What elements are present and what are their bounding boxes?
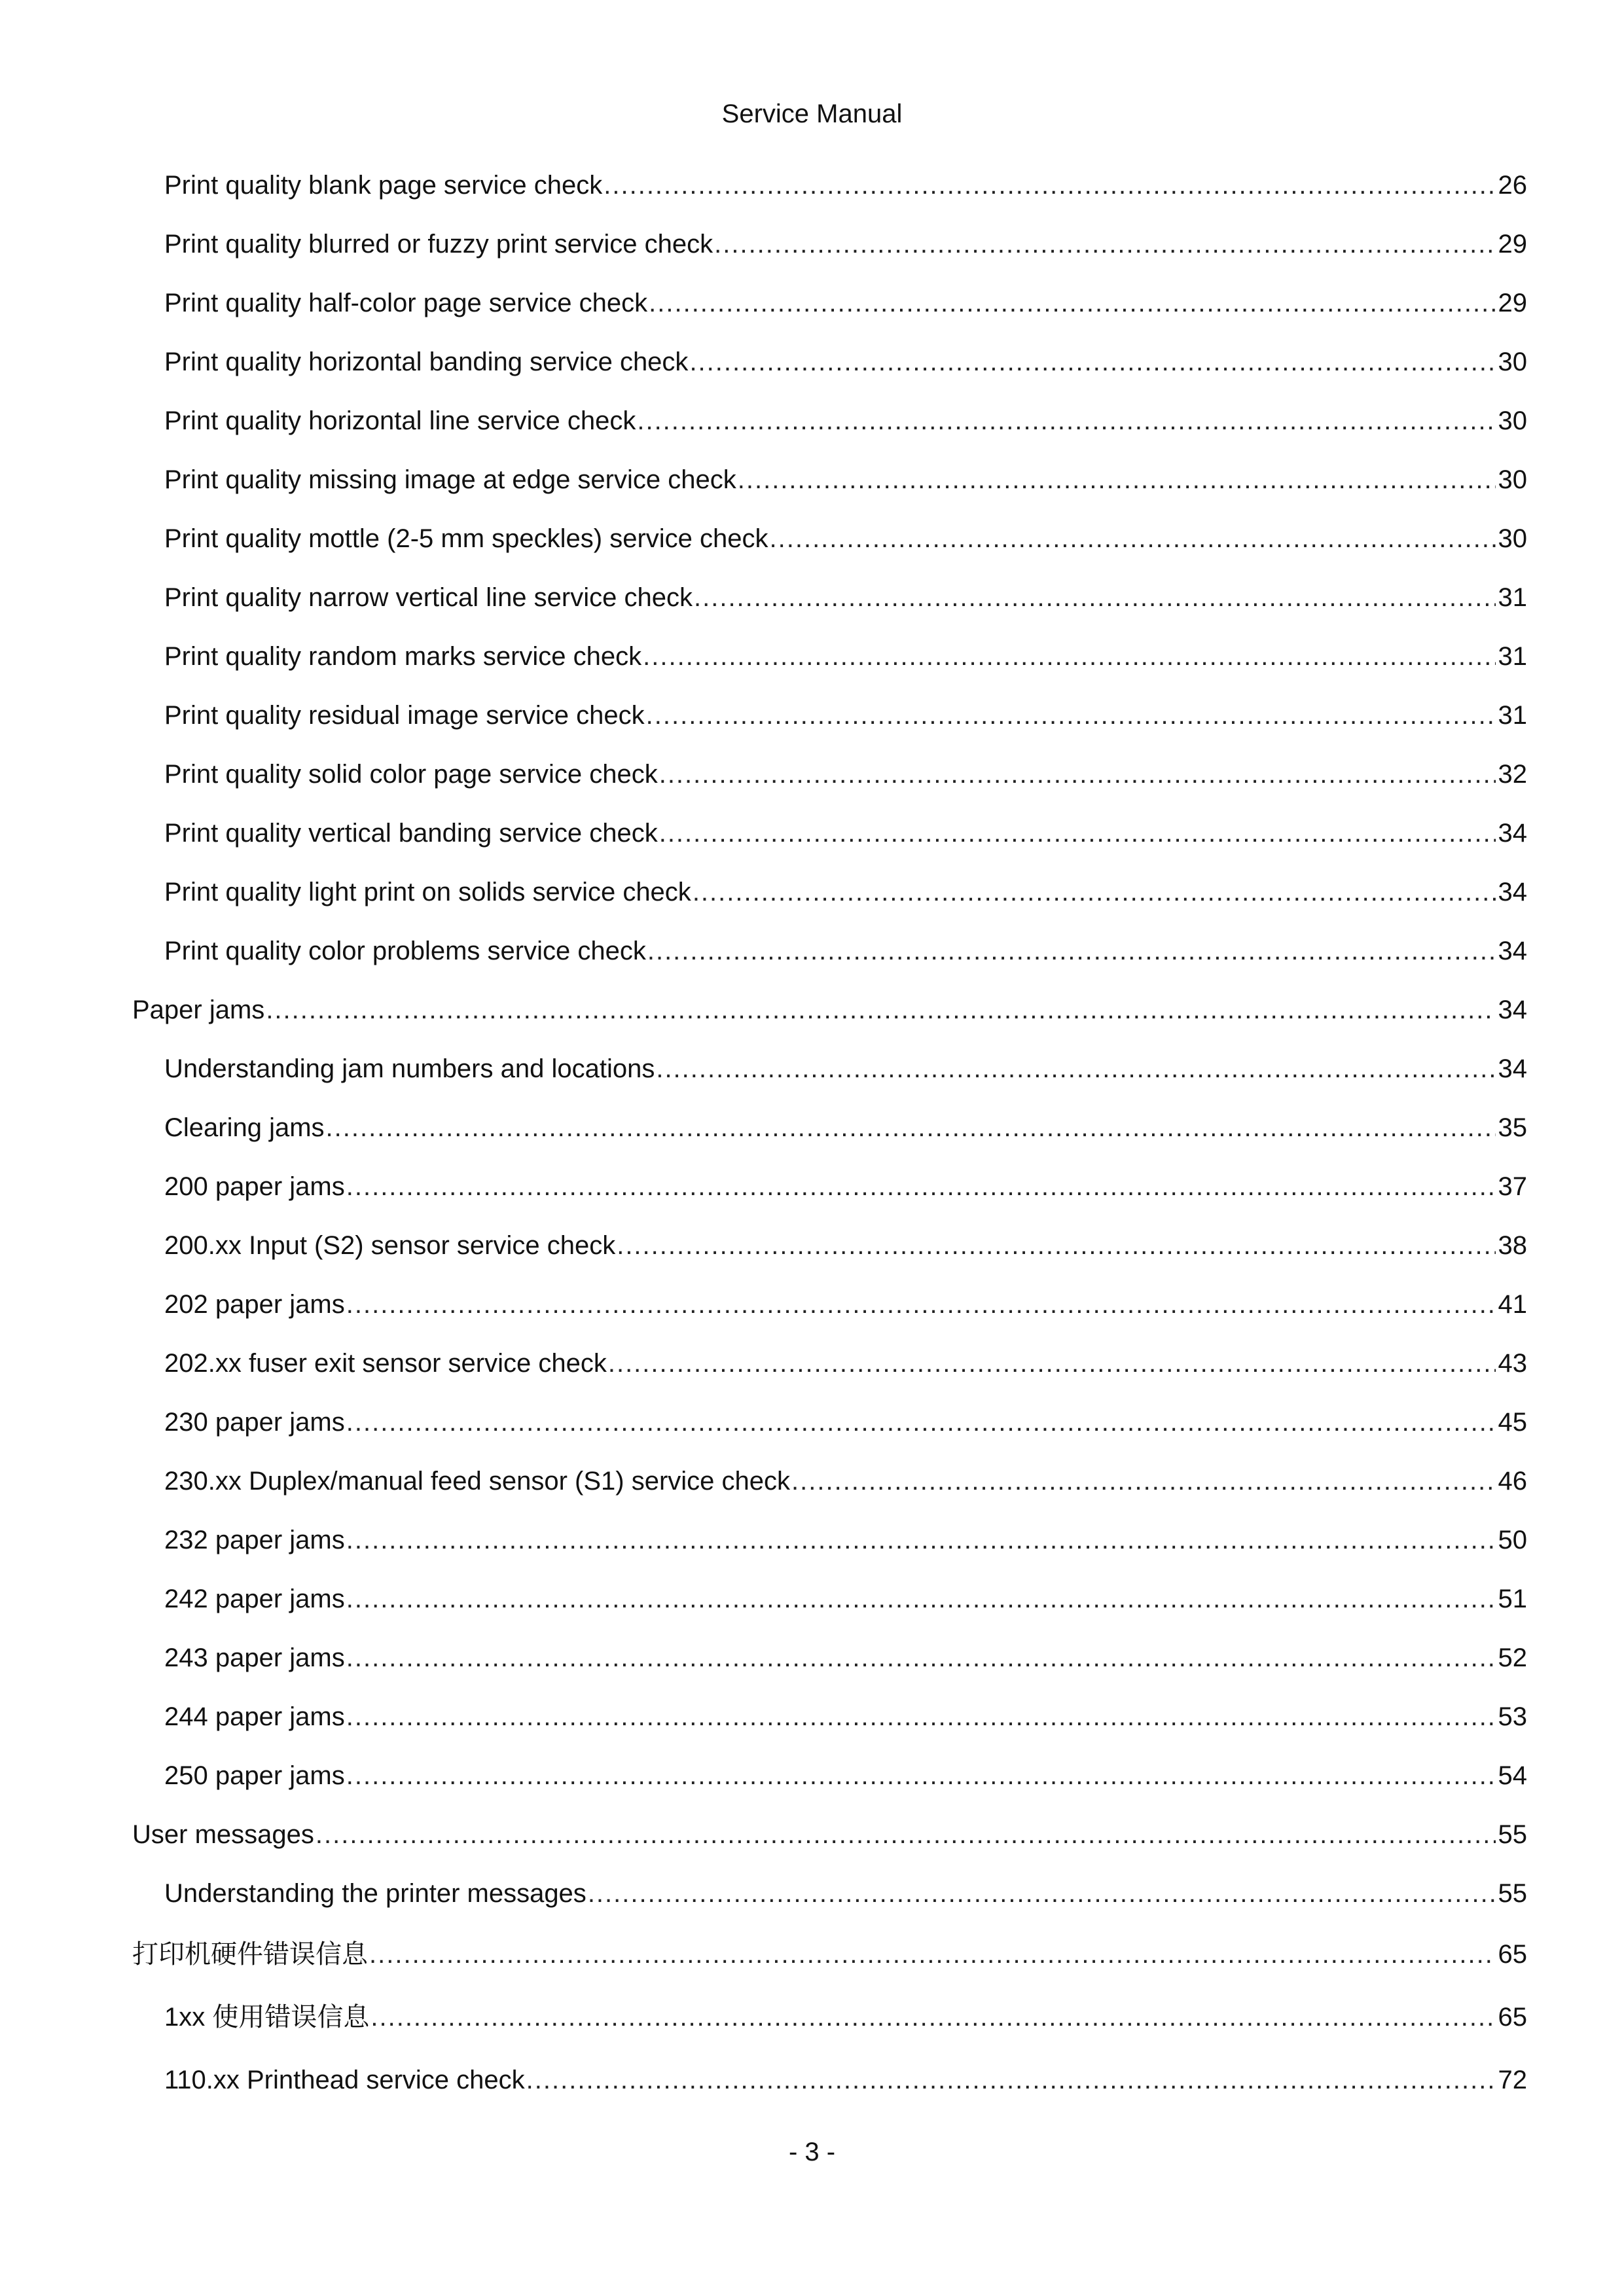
toc-entry-title: 243 paper jams: [164, 1643, 345, 1672]
toc-entry-title: Print quality solid color page service check: [164, 760, 658, 789]
toc-entry-title: 1xx 使用错误信息: [164, 2003, 370, 2032]
toc-entry-title: 200.xx Input (S2) sensor service check: [164, 1231, 616, 1260]
toc-page-number: 45: [1498, 1408, 1527, 1437]
toc-entry-title: Print quality half-color page service check: [164, 289, 648, 317]
toc-page-number: 30: [1498, 465, 1527, 494]
toc-entry[interactable]: [0, 1334, 1624, 1393]
toc-entry[interactable]: [0, 215, 1624, 274]
toc-entry-title: Print quality light print on solids service check: [164, 878, 691, 906]
toc-entry-title: Print quality random marks service check: [164, 642, 642, 671]
toc-entry-title: 232 paper jams: [164, 1526, 345, 1554]
toc-dot-leader: [659, 757, 1496, 791]
toc-page-number: 72: [1498, 2066, 1527, 2094]
toc-entry-title: Print quality blurred or fuzzy print service check: [164, 230, 713, 259]
toc-entry-title: Print quality vertical banding service check: [164, 819, 658, 848]
toc-dot-leader: [649, 286, 1495, 320]
toc-dot-leader: [637, 404, 1495, 438]
toc-page-number: 37: [1498, 1172, 1527, 1201]
toc-page-number: 31: [1498, 583, 1527, 612]
toc-dot-leader: [346, 1170, 1496, 1204]
toc-dot-leader: [659, 816, 1496, 850]
toc-entry[interactable]: [0, 391, 1624, 450]
toc-page-number: 34: [1498, 996, 1527, 1024]
toc-dot-leader: [266, 993, 1495, 1027]
toc-dot-leader: [370, 2000, 1495, 2034]
toc-entry[interactable]: [0, 745, 1624, 804]
toc-page-number: 43: [1498, 1349, 1527, 1378]
page-number-footer: - 3 -: [788, 2138, 836, 2166]
toc-page-number: 34: [1498, 937, 1527, 965]
toc-entry[interactable]: [0, 1157, 1624, 1216]
toc-dot-leader: [588, 1876, 1496, 1910]
toc-entry[interactable]: [0, 1986, 1624, 2049]
toc-entry-title: 200 paper jams: [164, 1172, 345, 1201]
toc-entry[interactable]: [0, 804, 1624, 863]
toc-entry[interactable]: [0, 274, 1624, 332]
toc-entry[interactable]: [0, 1511, 1624, 1570]
toc-dot-leader: [647, 934, 1496, 968]
page-header: Service Manual: [721, 99, 903, 128]
toc-page-number: 34: [1498, 878, 1527, 906]
toc-entry[interactable]: [0, 1864, 1624, 1923]
toc-page-number: 34: [1498, 819, 1527, 848]
toc-dot-leader: [346, 1759, 1496, 1793]
toc-entry[interactable]: [0, 922, 1624, 980]
toc-entry[interactable]: [0, 1805, 1624, 1864]
toc-entry-title: Print quality horizontal banding service check: [164, 348, 689, 376]
toc-entry[interactable]: [0, 980, 1624, 1039]
toc-entry[interactable]: [0, 1687, 1624, 1746]
toc-page-number: 50: [1498, 1526, 1527, 1554]
toc-entry-title: 230 paper jams: [164, 1408, 345, 1437]
toc-entry-title: 244 paper jams: [164, 1702, 345, 1731]
toc-page-number: 55: [1498, 1879, 1527, 1908]
toc-entry-title: 202.xx fuser exit sensor service check: [164, 1349, 607, 1378]
toc-page-number: 52: [1498, 1643, 1527, 1672]
toc-page-number: 55: [1498, 1820, 1527, 1849]
toc-dot-leader: [346, 1523, 1496, 1557]
toc-page-number: 65: [1498, 2003, 1527, 2032]
toc-entry[interactable]: [0, 1570, 1624, 1628]
toc-entry[interactable]: [0, 568, 1624, 627]
toc-page-number: 46: [1498, 1467, 1527, 1496]
toc-entry[interactable]: [0, 1275, 1624, 1334]
toc-page-number: 30: [1498, 406, 1527, 435]
toc-entry[interactable]: [0, 156, 1624, 215]
toc-page-number: 53: [1498, 1702, 1527, 1731]
table-of-contents: [0, 156, 1624, 2111]
toc-entry[interactable]: [0, 1039, 1624, 1098]
toc-page-number: 29: [1498, 230, 1527, 259]
toc-dot-leader: [316, 1818, 1496, 1852]
toc-dot-leader: [526, 2063, 1496, 2097]
toc-page-number: 51: [1498, 1585, 1527, 1613]
toc-entry[interactable]: [0, 686, 1624, 745]
toc-page-number: 30: [1498, 348, 1527, 376]
toc-dot-leader: [643, 639, 1495, 673]
toc-entry[interactable]: [0, 332, 1624, 391]
toc-dot-leader: [738, 463, 1496, 497]
toc-entry-title: Print quality mottle (2-5 mm speckles) service check: [164, 524, 768, 553]
toc-page-number: 30: [1498, 524, 1527, 553]
toc-dot-leader: [689, 345, 1495, 379]
toc-entry[interactable]: [0, 509, 1624, 568]
toc-entry[interactable]: [0, 2049, 1624, 2111]
toc-page-number: 38: [1498, 1231, 1527, 1260]
toc-entry[interactable]: [0, 1393, 1624, 1452]
toc-dot-leader: [693, 875, 1496, 909]
toc-page-number: 32: [1498, 760, 1527, 789]
toc-entry[interactable]: [0, 863, 1624, 922]
toc-entry-title: Paper jams: [132, 996, 265, 1024]
toc-dot-leader: [608, 1346, 1496, 1380]
toc-page-number: 41: [1498, 1290, 1527, 1319]
toc-dot-leader: [346, 1405, 1496, 1439]
toc-entry-title: 250 paper jams: [164, 1761, 345, 1790]
toc-entry-title: 242 paper jams: [164, 1585, 345, 1613]
toc-entry-title: 110.xx Printhead service check: [164, 2066, 525, 2094]
toc-entry-title: Print quality horizontal line service check: [164, 406, 636, 435]
toc-entry-title: Print quality residual image service check: [164, 701, 645, 730]
toc-entry[interactable]: [0, 1216, 1624, 1275]
toc-entry[interactable]: [0, 1628, 1624, 1687]
toc-dot-leader: [770, 522, 1496, 556]
toc-dot-leader: [369, 1937, 1496, 1971]
toc-entry[interactable]: [0, 1746, 1624, 1805]
toc-dot-leader: [714, 227, 1495, 261]
toc-entry-title: Print quality missing image at edge service check: [164, 465, 736, 494]
toc-page-number: 35: [1498, 1113, 1527, 1142]
toc-entry-title: Print quality color problems service check: [164, 937, 646, 965]
toc-entry-title: 202 paper jams: [164, 1290, 345, 1319]
toc-entry-title: Clearing jams: [164, 1113, 325, 1142]
toc-page-number: 54: [1498, 1761, 1527, 1790]
toc-page-number: 31: [1498, 701, 1527, 730]
toc-dot-leader: [346, 1641, 1496, 1675]
toc-entry[interactable]: [0, 1923, 1624, 1986]
toc-page-number: 31: [1498, 642, 1527, 671]
toc-page-number: 26: [1498, 171, 1527, 200]
toc-entry-title: 230.xx Duplex/manual feed sensor (S1) service check: [164, 1467, 791, 1496]
toc-entry-title: Print quality blank page service check: [164, 171, 603, 200]
toc-dot-leader: [346, 1582, 1496, 1616]
toc-dot-leader: [617, 1229, 1495, 1263]
toc-entry[interactable]: [0, 1098, 1624, 1157]
toc-dot-leader: [346, 1287, 1496, 1321]
toc-entry[interactable]: [0, 1452, 1624, 1511]
toc-entry-title: User messages: [132, 1820, 314, 1849]
toc-dot-leader: [656, 1052, 1495, 1086]
toc-entry[interactable]: [0, 627, 1624, 686]
toc-entry-title: Print quality narrow vertical line service check: [164, 583, 693, 612]
toc-dot-leader: [694, 581, 1496, 615]
toc-page-number: 65: [1498, 1940, 1527, 1969]
toc-page-number: 29: [1498, 289, 1527, 317]
toc-dot-leader: [346, 1700, 1496, 1734]
toc-dot-leader: [326, 1111, 1496, 1145]
toc-dot-leader: [791, 1464, 1495, 1498]
toc-dot-leader: [604, 168, 1495, 202]
toc-entry-title: 打印机硬件错误信息: [132, 1940, 368, 1969]
toc-entry-title: Understanding the printer messages: [164, 1879, 586, 1908]
toc-entry-title: Understanding jam numbers and locations: [164, 1054, 655, 1083]
toc-dot-leader: [646, 698, 1496, 732]
toc-entry[interactable]: [0, 450, 1624, 509]
toc-page-number: 34: [1498, 1054, 1527, 1083]
